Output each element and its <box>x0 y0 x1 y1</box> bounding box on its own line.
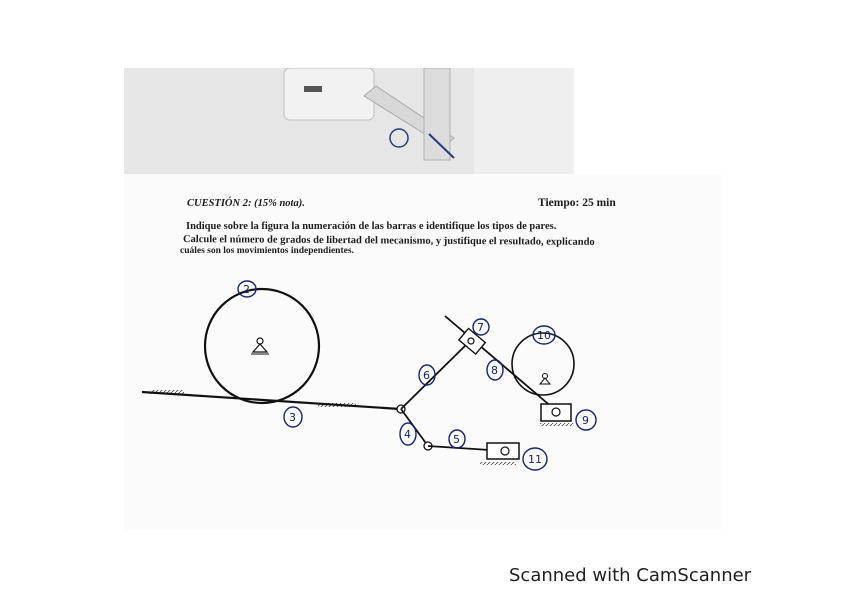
svg-text:4: 4 <box>404 428 411 441</box>
label-6 <box>419 365 435 385</box>
question-title: CUESTIÓN 2: (15% nota). <box>187 198 305 209</box>
svg-text:11: 11 <box>528 453 542 466</box>
slider-9 <box>540 404 574 426</box>
fixed-pivot-disk-10 <box>540 374 550 385</box>
instruction-line-1: Indique sobre la figura la numeración de las barras e identifique los tipos de pares. <box>186 221 557 232</box>
disk-10 <box>512 333 574 395</box>
slider-11 <box>480 443 519 465</box>
fixed-pivot-disk-2 <box>251 338 269 354</box>
label-9 <box>576 410 596 430</box>
svg-text:8: 8 <box>491 364 498 377</box>
bar-3 <box>142 392 400 409</box>
label-3 <box>284 407 302 427</box>
svg-text:7: 7 <box>477 321 484 334</box>
svg-text:6: 6 <box>423 369 430 382</box>
instruction-line-2: Calcule el número de grados de libertad del mecanismo, y justifique el resultado, explicando <box>182 234 595 248</box>
svg-text:10: 10 <box>537 329 551 342</box>
svg-text:2: 2 <box>243 283 250 296</box>
label-11 <box>523 448 547 470</box>
camscanner-watermark: Scanned with CamScanner <box>509 565 752 586</box>
svg-text:3: 3 <box>289 411 296 424</box>
svg-text:9: 9 <box>582 414 589 427</box>
label-8 <box>487 360 503 380</box>
label-7 <box>473 319 489 335</box>
instruction-line-3: cuáles son los movimientos independientes. <box>180 246 354 256</box>
question-time: Tiempo: 25 min <box>538 197 616 209</box>
svg-text:5: 5 <box>453 433 460 446</box>
label-4 <box>400 423 416 445</box>
label-5 <box>449 430 465 448</box>
